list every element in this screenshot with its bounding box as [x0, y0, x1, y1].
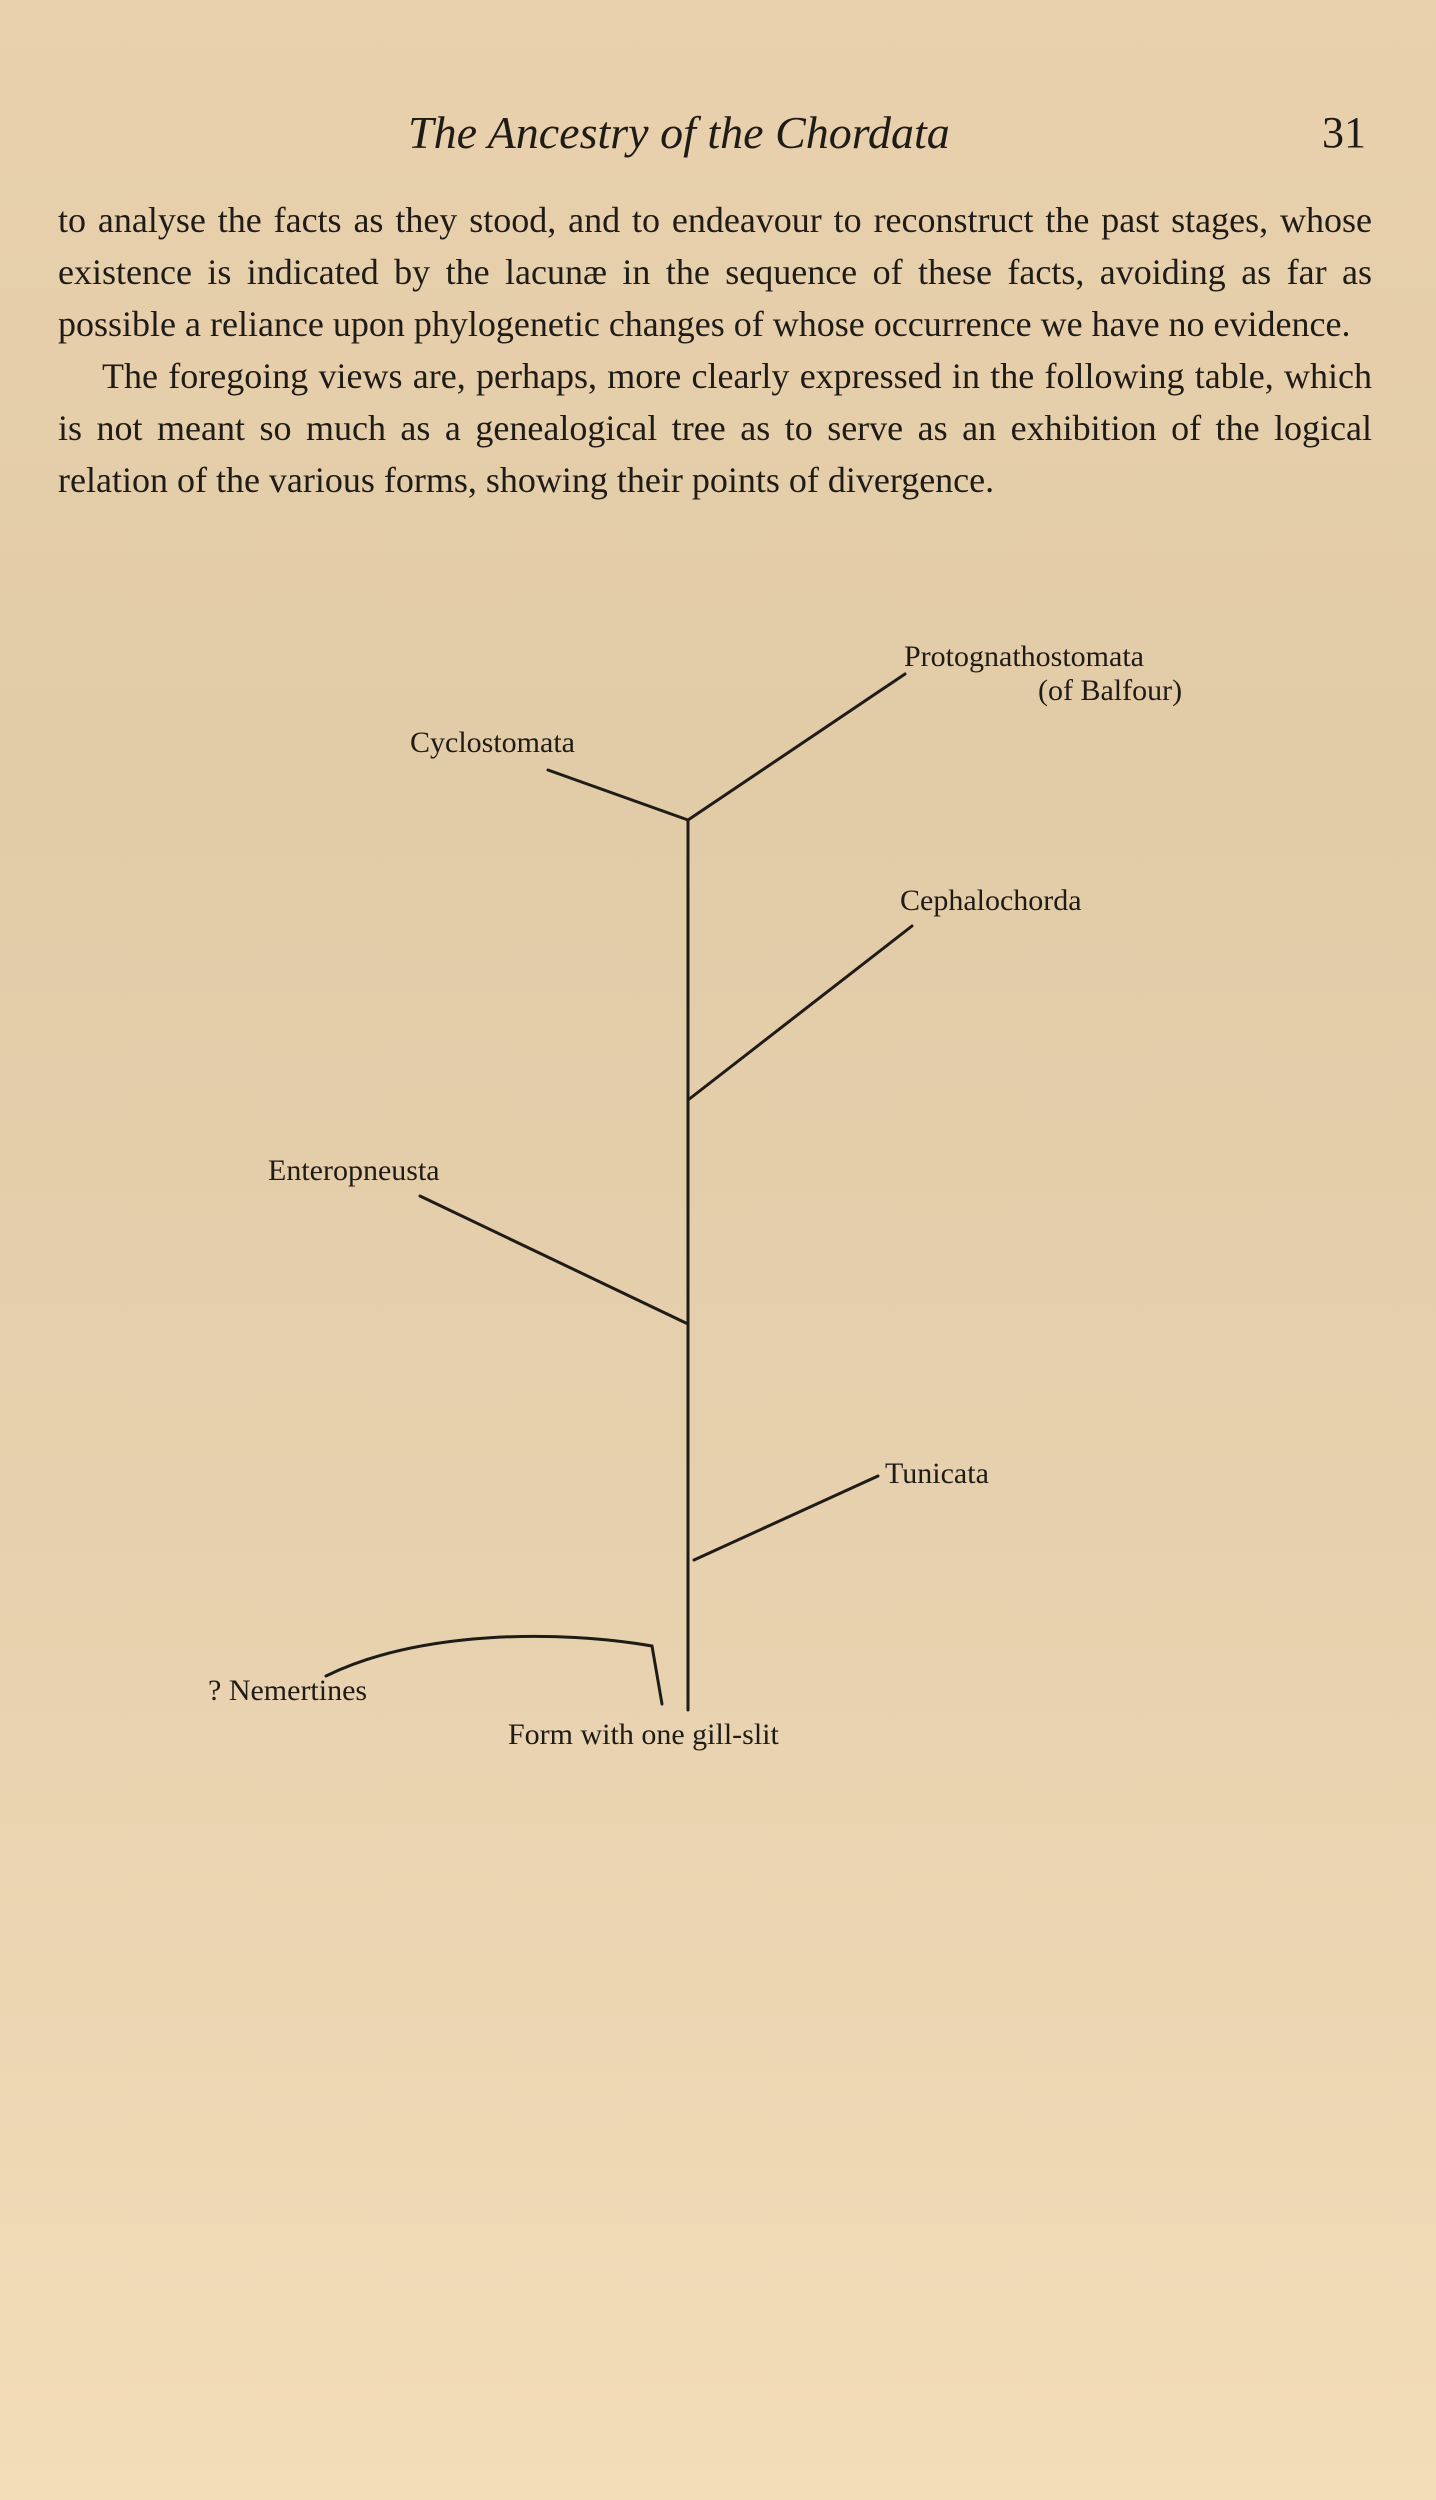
running-title: The Ancestry of the Chordata — [408, 107, 950, 158]
branch-tunicata — [694, 1476, 878, 1560]
branch-cephalochorda — [688, 926, 912, 1100]
label-tunicata: Tunicata — [885, 1457, 989, 1490]
page-number: 31 — [1322, 108, 1366, 157]
label-nemertines: ? Nemertines — [208, 1674, 368, 1707]
label-cephalochorda: Cephalochorda — [900, 884, 1082, 917]
paragraph-2: The foregoing views are, perhaps, more clearly expressed in the following table, which is not meant so much as a genealogical tree as to serve as an exhibition of the logical relation of the various forms, showing their points of divergence. — [58, 356, 1372, 500]
branch-protognathostomata — [688, 674, 905, 820]
label-protognathostomata: Protognathostomata — [904, 640, 1144, 673]
label-base-form: Form with one gill-slit — [508, 1718, 779, 1751]
running-header — [0, 108, 1436, 158]
body-text — [58, 194, 1372, 506]
label-enteropneusta: Enteropneusta — [268, 1154, 440, 1187]
label-cyclostomata: Cyclostomata — [410, 726, 575, 759]
paragraph-1: to analyse the facts as they stood, and to endeavour to reconstruct the past stages, whose existence is indicated by the lacunæ in the sequence of these facts, avoiding as far as possible a reliance upon phylogenetic changes of whose occurrence we have no evidence. — [58, 200, 1372, 344]
branch-cyclostomata — [548, 770, 688, 820]
label-of-balfour: (of Balfour) — [1038, 674, 1183, 707]
branch-enteropneusta — [420, 1196, 688, 1324]
branch-nemertines — [326, 1636, 662, 1704]
phylogeny-diagram — [0, 600, 1436, 1800]
